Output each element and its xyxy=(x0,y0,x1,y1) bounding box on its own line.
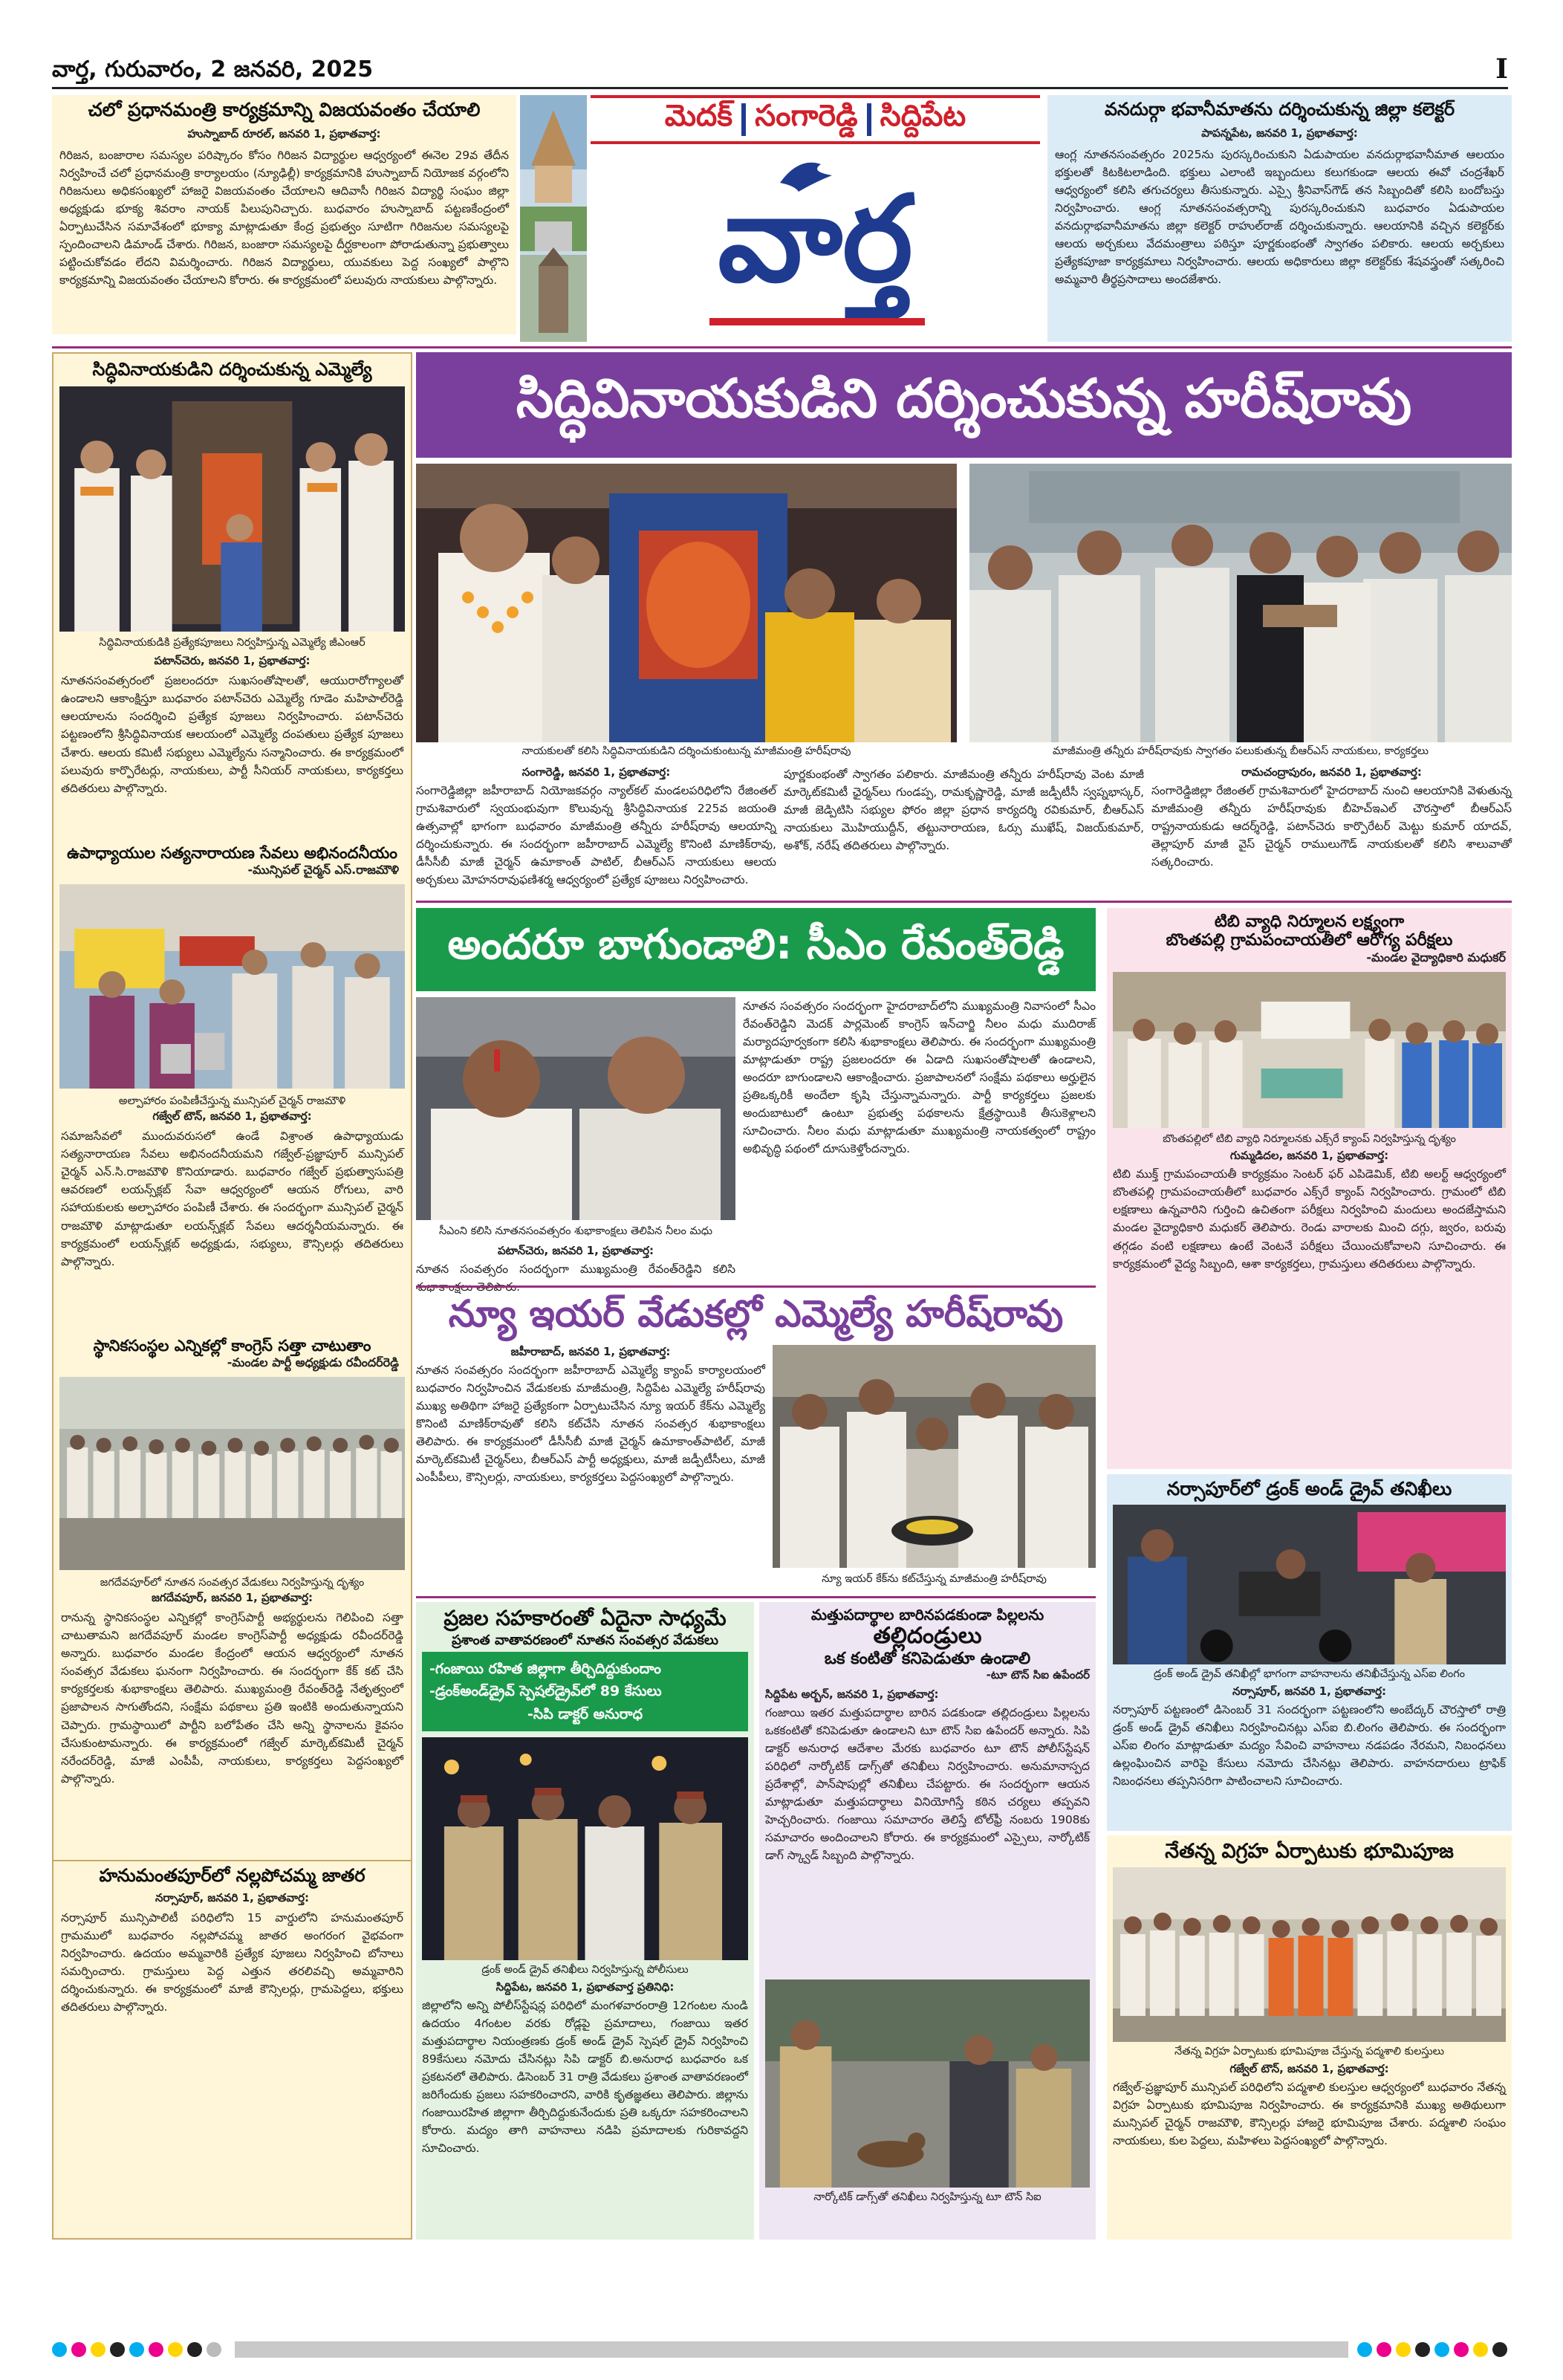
cm-photo xyxy=(416,997,735,1220)
harish-newyear-body: నూతన సంవత్సరం సందర్భంగా జహీరాబాద్ ఎమ్మెల్యే క్యాంప్ కార్యాలయంలో బుధవారం నిర్వహించిన వేడుకలకు మాజీమంత్రి, సిద్దిపేట ఎమ్మెల్యే హరీష్‌రావు ముఖ్య అతిథిగా హాజరై ప్రత్యేకంగా ఏర్పాటుచేసిన న్యూ ఇయర్ కేక్‌ను ఎమ్మెల్యే కొనింటి మాణిక్‌రావుతో కలిసి కట్‌చేసి నూతన సంవత్సర శుభాకాంక్షలు తెలిపారు. ఈ కార్యక్రమంలో డీసీసీబీ మాజీ చైర్మన్ ఉమాకాంత్‌పాటిల్, మాజీ మార్కెట్‌కమిటీ చైర్మన్‌లు, బీఆర్ఎస్ పార్టీ అధ్యక్షులు, మాజీ జడ్పీటీసీలు, మాజీ ఎంపీపీలు, కౌన్సిలర్లు, నాయకులు, కార్యకర్తలు పెద్దసంఖ్యలో పాల్గొన్నారు. xyxy=(416,1364,765,1485)
left-story1-dateline: పటాన్‌చెరు, జనవరి 1, ప్రభాతవార్త: xyxy=(154,654,311,668)
praja-subhead: ప్రశాంత వాతావరణంలో నూతన సంవత్సర వేడుకలు xyxy=(452,1632,718,1649)
color-bar-right xyxy=(1357,2342,1512,2357)
drugs-dateline: సిద్దిపేట అర్బన్, జనవరి 1, ప్రభాతవార్త: xyxy=(765,1687,939,1701)
tb-story xyxy=(1107,908,1512,1469)
cm-caption: సీఎంని కలిసి నూతనసంవత్సరం శుభాకాంక్షలు తెలిపిన నీలం మధు xyxy=(438,1225,713,1237)
district-separator xyxy=(741,103,746,136)
header-bar xyxy=(52,52,1508,89)
praja-story xyxy=(416,1602,754,2240)
left-story3-photo xyxy=(59,1377,405,1570)
left-story3-headline: స్థానికసంస్థల ఎన్నికల్లో కాంగ్రెస్ సత్తా చాటుతాం xyxy=(93,1337,371,1355)
color-bar-left xyxy=(52,2342,226,2357)
district-strip xyxy=(591,95,1040,144)
cm-dateline: పటాన్‌చెరు, జనవరి 1, ప్రభాతవార్త: xyxy=(497,1244,654,1257)
tb-headline-1: టిబి వ్యాధి నిర్మూలన లక్ష్యంగా xyxy=(1214,912,1405,931)
cm-headline: అందరూ బాగుండాలి: సీఎం రేవంత్‌రెడ్డి xyxy=(447,920,1065,969)
drunk-story xyxy=(1107,1474,1512,1831)
page-number: I xyxy=(1495,53,1508,85)
praja-dateline: సిద్దిపేట, జనవరి 1, ప్రభాతవార్త ప్రతినిధి: xyxy=(495,1979,675,1994)
drugs-story xyxy=(759,1602,1096,2240)
divider xyxy=(416,901,1512,903)
left-story2-caption: అల్పాహారం పంపిణీచేస్తున్న మున్సిపల్ చైర్మన్ రాజమౌళి xyxy=(118,1095,346,1107)
cm-headline-banner xyxy=(416,908,1096,991)
praja-point: -గంజాయి రహిత జిల్లాగా తీర్చిదిద్దుకుందాం xyxy=(429,1660,661,1677)
left-story2-dateline: గజ్వేల్ టౌన్, జనవరి 1, ప్రభాతవార్త: xyxy=(152,1109,312,1123)
drugs-caption: నార్కోటిక్ డాగ్స్‌తో తనిఖీలు నిర్వహిస్తున్న టూ టౌన్ సిఐ xyxy=(813,2191,1042,2203)
harish-newyear-photo xyxy=(773,1345,1096,1568)
cm-body-left: నూతన సంవత్సరం సందర్భంగా ముఖ్యమంత్రి రేవంత్‌రెడ్డిని కలిసి xyxy=(416,1262,735,1276)
top-right-body: ఆంగ్ల నూతనసంవత్సరం 2025ను పురస్కరించుకుని ఏడుపాయల వనదుర్గాభవానీమాత ఆలయం భక్తులతో కిటకిటలాడింది. భక్తులు ఎలాంటి ఇబ్బందులు కలుగకుండా ఆలయ ఈవో చంద్రశేఖర్ ఆధ్వర్యంలో కలిసి తగుచర్యలు తీసుకున్నారు. ఎస్సై శ్రీనివాస్‌గౌడ్ తన సిబ్బందితో కలిసి బందోబస్తు నిర్వహించారు. ఆంగ్ల నూతనసంవత్సరాన్ని పురస్కరించుకుని బుధవారం ఏడుపాయల వనదుర్గాభవానీమాతను జిల్లా కలెక్టర్ రాహుల్‌రాజ్ దర్శించుకున్నారు. ఆలయానికి వచ్చిన కలెక్టర్‌కు ఆలయ అర్చకులు వేదమంత్రాలు పఠిస్తూ పూర్ణకుంభంతో స్వాగతం పలికారు. ఆలయ అర్చకులు ప్రత్యేకపూజా కార్యక్రమాలు నిర్వహించారు. ఆలయ అధికారులు జిల్లా కలెక్టర్‌కు శేషవస్త్రంతో సత్కరించి అమ్మవారి తీర్థప్రసాదాలు అందజేశారు. xyxy=(1055,147,1504,286)
top-left-story xyxy=(52,95,516,334)
left-story1-headline: సిద్ధివినాయకుడిని దర్శించుకున్న ఎమ్మెల్యే xyxy=(92,359,372,380)
logo-block xyxy=(520,95,1040,342)
left-story4-body: నర్సాపూర్ మున్సిపాలిటీ పరిధిలోని 15 వార్డులోని హనుమంతపూర్ గ్రామములో బుధవారం నల్లపోచమ్మ జాతర అంగరంగ వైభవంగా నిర్వహించారు. ఉదయం అమ్మవారికి ప్రత్యేక పూజలు నిర్వహించి బోనాలు సమర్పించారు. గ్రామస్తులు పెద్ద ఎత్తున తరలివచ్చి అమ్మవారిని దర్శించుకున్నారు. ఈ కార్యక్రమంలో మాజీ కౌన్సిలర్లు, గ్రామపెద్దలు, భక్తులు తదితరులు పాల్గొన్నారు. xyxy=(61,1911,403,2014)
tb-byline: -మండల వైద్యాధికారి మధుకర్ xyxy=(1366,950,1506,964)
praja-points-box xyxy=(422,1652,748,1731)
district-medak: మెదక్ xyxy=(664,99,733,133)
logo-text: వార్త xyxy=(718,169,913,308)
harish-newyear-headline: న్యూ ఇయర్ వేడుకల్లో ఎమ్మెల్యే హరీష్‌రావు xyxy=(448,1292,1064,1335)
left-story4-dateline: నర్సాపూర్, జనవరి 1, ప్రభాతవార్త: xyxy=(155,1891,310,1904)
main-col3-dateline: రామచంద్రాపురం, జనవరి 1, ప్రభాతవార్త: xyxy=(1241,765,1422,779)
masthead-date: వార్త, గురువారం, 2 జనవరి, 2025 xyxy=(52,56,374,82)
tb-body: టిబి ముక్త్ గ్రామపంచాయతీ కార్యక్రమం సెంటర్ ఫర్ ఎపిడెమిక్, టిబి అలర్ట్ ఆధ్వర్యంలో బొంతపల్లి గ్రామపంచాయతీలో బుధవారం ఎక్స్‌రే క్యాంప్ నిర్వహించారు. గ్రామంలో టిబి లక్షణాలు ఉన్నవారిని గుర్తించి ఉచితంగా పరీక్షలు నిర్వహించి మందులు అందజేస్తామని మండల వైద్యాధికారి మధుకర్ తెలిపారు. రెండు వారాలకు మించి దగ్గు, జ్వరం, బరువు తగ్గడం వంటి లక్షణాలు ఉంటే వెంటనే పరీక్షలు చేయించుకోవాలని సూచించారు. ఈ కార్యక్రమంలో వైద్య సిబ్బంది, ఆశా కార్యకర్తలు, గ్రామస్తులు తదితరులు పాల్గొన్నారు. xyxy=(1113,1167,1506,1271)
main-col1: సంగారెడ్డిజిల్లా జహీరాబాద్ నియోజకవర్గం న్యాల్‌కల్ మండలపరిధిలోని రేజింతల్ గ్రామశివారులో స్వయంభువుగా కొలువున్న శ్రీసిద్ధివినాయక 225వ జయంతి ఉత్సవాల్లో భాగంగా బుధవారం మాజీమంత్రి తన్నీరు హరీష్‌రావు ఆలయాన్ని దర్శించుకున్నారు. ఈ సందర్భంగా జహీరాబాద్ ఎమ్మెల్యే కొనింటి మాణిక్‌రావు, డీసీసీబీ మాజీ చైర్మన్ ఉమాకాంత్ పాటిల్, బీఆర్ఎస్ నాయకులు ఆలయ అర్చకులు మోహనరావుఫణిశర్మ ఆధ్వర్యంలో ప్రత్యేక పూజలు నిర్వహించారు. xyxy=(416,784,776,887)
harish-newyear-caption: న్యూ ఇయర్ కేక్‌ను కట్‌చేస్తున్న మాజీమంత్రి హరీష్‌రావు xyxy=(822,1573,1047,1585)
left-story2-byline: -మున్సిపల్ చైర్మన్ ఎస్.రాజమౌళి xyxy=(247,862,399,877)
divider xyxy=(416,1596,1096,1598)
cm-body: నూతన సంవత్సరం సందర్భంగా హైదరాబాద్‌లోని ముఖ్యమంత్రి నివాసంలో సీఎం రేవంత్‌రెడ్డిని మెదక్ పార్లమెంట్ కాంగ్రెస్ ఇన్‌చార్జి నీలం మధు ముదిరాజ్ మర్యాదపూర్వకంగా కలిసి శుభాకాంక్షలు తెలిపారు. ఈ సందర్భంగా ముఖ్యమంత్రి మాట్లాడుతూ రాష్ట్ర ప్రజలందరూ ఈ ఏడాది సుఖసంతోషాలతో ఉండాలని, అందరూ బాగుండాలని ఆకాంక్షించారు. ప్రజాపాలనలో సంక్షేమ పథకాలు అర్హులైన ప్రతిఒక్కరికీ అందేలా కృషి చేస్తున్నామన్నారు. పార్టీ కార్యకర్తలు ప్రజలకు అందుబాటులో ఉంటూ ప్రభుత్వ పథకాలను క్షేత్రస్థాయికి తీసుకెళ్లాలని సూచించారు. నీలం మధు మాట్లాడుతూ ముఖ్యమంత్రి నాయకత్వంలో రాష్ట్రం అభివృద్ధి పథంలో దూసుకెళ్తోందన్నారు. xyxy=(743,999,1096,1156)
drugs-byline: -టూ టౌన్ సిఐ ఉపేందర్ xyxy=(986,1667,1090,1682)
left-story2-photo xyxy=(59,884,405,1089)
praja-point: -సిపి డాక్టర్ అనురాధ xyxy=(527,1705,643,1722)
neta-caption: నేతన్న విగ్రహ ఏర్పాటుకు భూమిపూజ చేస్తున్న పద్మశాలి కులస్తులు xyxy=(1174,2046,1444,2058)
left-story2-body: సమాజసేవలో ముందువరుసలో ఉండే విశ్రాంత ఉపాధ్యాయుడు సత్యనారాయణ సేవలు అభినందనీయమని గజ్వేల్-ప్రజ్ఞాపూర్ మున్సిపల్ చైర్మన్ ఎన్.సి.రాజమౌళి కొనియాడారు. బుధవారం గజ్వేల్ ప్రభుత్వాసుపత్రి ఆవరణలో లయన్స్‌క్లబ్ సేవా ఆధ్వర్యంలో ఆయన రోగులు, వారి సహాయకులకు అల్పాహారం పంపిణీ చేశారు. ఈ సందర్భంగా మున్సిపల్ చైర్మన్ రాజమౌళి మాట్లాడుతూ లయన్స్‌క్లబ్ సేవలు ఆదర్శనీయమన్నారు. ఈ కార్యక్రమంలో లయన్స్‌క్లబ్ అధ్యక్షుడు, సభ్యులు, కౌన్సిలర్లు తదితరులు పాల్గొన్నారు. xyxy=(61,1129,403,1268)
drunk-dateline: నర్సాపూర్, జనవరి 1, ప్రభాతవార్త: xyxy=(1232,1684,1387,1698)
drugs-headline-2: తల్లిదండ్రులు xyxy=(873,1623,982,1649)
tb-headline-2: బొంతపల్లి గ్రామపంచాయతీలో ఆరోగ్య పరీక్షలు xyxy=(1166,931,1453,950)
neta-headline: నేతన్న విగ్రహ ఏర్పాటుకు భూమిపూజ xyxy=(1165,1840,1454,1863)
praja-point: -డ్రంక్అండ్‌డ్రైవ్ స్పెషల్‌డ్రైవ్‌లో 89 కేసులు xyxy=(429,1683,662,1700)
gray-bar xyxy=(235,2341,1348,2358)
left-story1-body: నూతనసంవత్సరంలో ప్రజలందరూ సుఖసంతోషాలతో, ఆయురారోగ్యాలతో ఉండాలని ఆకాంక్షిస్తూ బుధవారం పటాన్‌చెరు ఎమ్మెల్యే గూడెం మహిపాల్‌రెడ్డి ఆలయాలను సందర్శించి ప్రత్యేక పూజలు నిర్వహించారు. పటాన్‌చెరు పట్టణంలోని శ్రీసిద్ధివినాయక ఆలయంలో ఎమ్మెల్యే దంపతులు ప్రత్యేక పూజలు చేశారు. ఆలయ కమిటీ సభ్యులు ఎమ్మెల్యేను సన్మానించారు. ఈ కార్యక్రమంలో పలువురు కార్పొరేటర్లు, నాయకులు, పార్టీ సీనియర్ నాయకులు, కార్యకర్తలు తదితరులు పాల్గొన్నారు. xyxy=(61,674,403,795)
drugs-headline-3: ఒక కంటితో కనిపెడుతూ ఉండాలి xyxy=(824,1649,1031,1668)
left-story1-caption: సిద్ధివినాయకుడికి ప్రత్యేకపూజలు నిర్వహిస్తున్న ఎమ్మెల్యే జీఎంఆర్ xyxy=(99,636,365,649)
harish-newyear-dateline: జహీరాబాద్, జనవరి 1, ప్రభాతవార్త: xyxy=(510,1345,671,1358)
tb-caption: బొంతపల్లిలో టిబి వ్యాధి నిర్మూలనకు ఎక్స్‌రే క్యాంప్ నిర్వహిస్తున్న దృశ్యం xyxy=(1163,1132,1456,1145)
registration-strip xyxy=(52,2341,1512,2358)
tb-photo xyxy=(1113,972,1506,1128)
top-left-headline: చలో ప్రధానమంత్రి కార్యక్రమాన్ని విజయవంతం చేయాలి xyxy=(88,99,481,120)
logo-temple-photo xyxy=(520,95,587,342)
praja-headline: ప్రజల సహకారంతో ఏదైనా సాధ్యమే xyxy=(443,1606,727,1630)
top-right-story xyxy=(1047,95,1512,342)
district-siddipet: సిద్దిపేట xyxy=(880,99,966,133)
main-col2: పూర్ణకుంభంతో స్వాగతం పలికారు. మాజీమంత్రి తన్నీరు హరీష్‌రావు వెంట మాజీ మార్కెట్‌కమిటీ ఛైర్మన్‌లు గుండప్ప, రామకృష్ణారెడ్డి, మాజీ జడ్పీటీసీ స్వప్నభాస్కర్, మాజీ జెడ్పిటిసి సభ్యుల ఫోరం జిల్లా ప్రధాన కార్యదర్శి రవికుమార్, బీఆర్ఎస్ నాయకులు మొహియుద్దీన్, తట్టునారాయణ, ఓర్సు ముఖేష్, విజయ్‌కుమార్, అశోక్, నరేష్ తదితరులు పాల్గొన్నారు. xyxy=(784,768,1144,853)
top-right-dateline: పాపన్నపేట, జనవరి 1, ప్రభాతవార్త: xyxy=(1201,126,1358,140)
left-story4-headline: హనుమంతపూర్‌లో నల్లపోచమ్మ జాతర xyxy=(53,1860,411,1891)
divider xyxy=(416,1285,1096,1288)
left-story3-byline: -మండల పార్టీ అధ్యక్షుడు రవీందర్‌రెడ్డి xyxy=(227,1355,399,1369)
neta-dateline: గజ్వేల్ టౌన్, జనవరి 1, ప్రభాతవార్త: xyxy=(1229,2061,1389,2075)
praja-photo xyxy=(422,1737,748,1960)
praja-caption: డ్రంక్ అండ్ డ్రైవ్ తనిఖీలు నిర్వహిస్తున్న పోలీసులు xyxy=(481,1964,689,1977)
main-photo-2 xyxy=(969,464,1512,742)
main-dateline: సంగారెడ్డి, జనవరి 1, ప్రభాతవార్త: xyxy=(521,765,671,779)
drunk-headline: నర్సాపూర్‌లో డ్రంక్ అండ్ డ్రైవ్ తనిఖీలు xyxy=(1166,1478,1452,1499)
praja-body: జిల్లాలోని అన్ని పోలీస్‌స్టేషన్ల పరిధిలో మంగళవారంరాత్రి 12గంటల నుండి ఉదయం 4గంటల వరకు రోడ్లపై ప్రమాదాలు, గంజాయి ఇతర మత్తుపదార్థాల నియంత్రణకు డ్రంక్ అండ్ డ్రైవ్ స్పెషల్ డ్రైవ్ నిర్వహించి 89కేసులు నమోదు చేసినట్లు సిపి డాక్టర్ బి.అనురాధ బుధవారం ఒక ప్రకటనలో తెలిపారు. డిసెంబర్ 31 రాత్రి వేడుకలు ప్రశాంత వాతావరణంలో జరిగేందుకు ప్రజలు సహకరించారని, వారికి కృతజ్ఞతలు తెలిపారు. జిల్లాను గంజాయిరహిత జిల్లాగా తీర్చిదిద్దుకునేందుకు ప్రతి ఒక్కరూ సహకరించాలని కోరారు. మద్యం తాగి వాహనాలు నడిపి ప్రమాదాలకు గురికావద్దని సూచించారు. xyxy=(422,1998,748,2156)
top-right-headline: వనదుర్గా భవానీమాతను దర్శించుకున్న జిల్లా కలెక్టర్ xyxy=(1104,99,1455,120)
main-headline: సిద్ధివినాయకుడిని దర్శించుకున్న హరీష్‌రావు xyxy=(516,367,1412,429)
drunk-body: నర్సాపూర్ పట్టణంలో డిసెంబర్ 31 సందర్భంగా పట్టణంలోని అంబేద్కర్ చౌరస్తాలో రాత్రి డ్రంక్ అండ్ డ్రైవ్ తనిఖీలు నిర్వహించినట్లు ఎస్ఐ బి.లింగం తెలిపారు. ఈ సందర్భంగా ఎస్ఐ లింగం మాట్లాడుతూ మద్యం సేవించి వాహనాలు నడపడం నేరమని, నిబంధనలు ఉల్లంఘించిన వారిపై కేసులు నమోదు చేసినట్లు తెలిపారు. వాహనదారులు ట్రాఫిక్ నిబంధనలు తప్పనిసరిగా పాటించాలని సూచించారు. xyxy=(1113,1702,1506,1788)
drunk-photo xyxy=(1113,1505,1506,1664)
neta-photo xyxy=(1113,1867,1506,2042)
left-story2-headline: ఉపాధ్యాయుల సత్యనారాయణ సేవలు అభినందనీయం xyxy=(67,844,397,863)
district-separator xyxy=(867,103,871,136)
left-story3-dateline: జగదేవపూర్, జనవరి 1, ప్రభాతవార్త: xyxy=(151,1591,313,1605)
left-column xyxy=(52,352,412,2240)
drugs-photo xyxy=(765,1979,1090,2188)
logo-underline xyxy=(709,318,925,325)
drunk-caption: డ్రంక్ అండ్ డ్రైవ్ తనిఖీల్లో భాగంగా వాహనాలను తనిఖీచేస్తున్న ఎస్ఐ లింగం xyxy=(1153,1667,1466,1680)
main-headline-banner xyxy=(416,352,1512,458)
top-left-dateline: హుస్నాబాద్ రూరల్, జనవరి 1, ప్రభాతవార్త: xyxy=(187,126,381,140)
left-story3-caption: జగదేవపూర్‌లో నూతన సంవత్సర వేడుకలు నిర్వహిస్తున్న దృశ్యం xyxy=(100,1576,365,1589)
vaartha-logo xyxy=(591,149,1040,342)
left-story3-body: రానున్న స్థానికసంస్థల ఎన్నికల్లో కాంగ్రెస్‌పార్టీ అభ్యర్థులను గెలిపించి సత్తా చాటుతామని జగదేవపూర్ మండల కాంగ్రెస్‌పార్టీ అధ్యక్షుడు రవీందర్‌రెడ్డి అన్నారు. బుధవారం మండల కేంద్రంలో ఆయన ఆధ్వర్యంలో నూతన సంవత్సర వేడుకలు ఘనంగా నిర్వహించారు. ఈ సందర్భంగా కేక్ కట్ చేసి కార్యకర్తలకు శుభాకాంక్షలు తెలిపారు. ముఖ్యమంత్రి రేవంత్‌రెడ్డి నేతృత్వంలో ప్రజాపాలన సాగుతోందని, సంక్షేమ పథకాలు ప్రతి ఇంటికి అందుతున్నాయని చెప్పారు. గ్రామస్థాయిలో పార్టీని బలోపేతం చేసి అన్ని స్థానాలను కైవసం చేసుకుంటామన్నారు. ఈ కార్యక్రమంలో గజ్వేల్ మార్కెట్‌కమిటీ చైర్మన్ నరేందర్‌రెడ్డి, మాజీ ఎంపీపీ, నాయకులు, కార్యకర్తలు పెద్దసంఖ్యలో పాల్గొన్నారు. xyxy=(61,1611,403,1786)
left-story1-photo xyxy=(59,386,405,632)
neta-story xyxy=(1107,1835,1512,2240)
neta-body: గజ్వేల్-ప్రజ్ఞాపూర్ మున్సిపల్ పరిధిలోని పద్మశాలి కులస్తుల ఆధ్వర్యంలో బుధవారం నేతన్న విగ్రహ ఏర్పాటుకు భూమిపూజ నిర్వహించారు. ఈ కార్యక్రమానికి ముఖ్య అతిథులుగా మున్సిపల్ చైర్మన్ రాజమౌళి, కౌన్సిలర్లు హాజరై భూమిపూజ చేశారు. పద్మశాలి సంఘం నాయకులు, కుల పెద్దలు, మహిళలు పెద్దసంఖ్యలో పాల్గొన్నారు. xyxy=(1113,2080,1506,2147)
top-left-body: గిరిజన, బంజారాల సమస్యల పరిష్కారం కోసం గిరిజన విద్యార్థుల ఆధ్వర్యంలో ఈనెల 29వ తేదీన నిర్వహించే చలో ప్రధానమంత్రి కార్యాలయం (న్యూఢిల్లీ) కార్యక్రమానికి హుస్నాబాద్ నియోజక వర్గంలోని గిరిజనులు అధికసంఖ్యలో హాజరై విజయవంతం చేయాలని ఆదివాసీ గిరిజన విద్యార్థి సంఘం జిల్లా అధ్యక్షుడు భూక్య శివరాం నాయక్ పిలుపునిచ్చారు. బుధవారం హుస్నాబాద్ పట్టణకేంద్రంలో ఏర్పాటుచేసిన సమావేశంలో భూక్యా మాట్లాడుతూ కేంద్ర ప్రభుత్వం సూటిగా గిరిజనుల సమస్యలపై స్పందించాలని డిమాండ్ చేశారు. గిరిజన, బంజారా సమస్యలపై దీర్ఘకాలంగా పోరాడుతున్నా ప్రభుత్వాలు పట్టించుకోవడం లేదని విమర్శించారు. గిరిజన విద్యార్థులు, యువకులు పెద్ద సంఖ్యలో పాల్గొని కార్యక్రమాన్ని విజయవంతం చేయాలని కోరారు. ఈ కార్యక్రమంలో పలువురు నాయకులు పాల్గొన్నారు. xyxy=(59,148,509,287)
main-photo-1-caption: నాయకులతో కలిసి సిద్ధివినాయకుడిని దర్శించుకుంటున్న మాజీమంత్రి హరీష్‌రావు xyxy=(521,745,851,757)
divider xyxy=(52,346,1512,348)
drugs-headline-1: మత్తుపదార్థాల బారినపడకుండా పిల్లలను xyxy=(810,1606,1044,1624)
main-photo-2-caption: మాజీమంత్రి తన్నీరు హరీష్‌రావుకు స్వాగతం పలుకుతున్న బీఆర్ఎస్ నాయకులు, కార్యకర్తలు xyxy=(1053,745,1429,757)
main-body xyxy=(416,765,1512,899)
tb-dateline: గుమ్మడిదల, జనవరి 1, ప్రభాతవార్త: xyxy=(1229,1149,1389,1163)
main-col3: సంగారెడ్డిజిల్లా రేజింతల్ గ్రామశివారులో హైదరాబాద్ నుంచి ఆలయానికి వెళుతున్న మాజీమంత్రి తన్నీరు హరీష్‌రావుకు బీహెచ్ఇఎల్ చౌరస్తాలో బీఆర్ఎస్ రాష్ట్రనాయకుడు ఆదర్శ్‌రెడ్డి, పటాన్‌చెరు కార్పొరేటర్ మెట్టు కుమార్ యాదవ్, తెల్లాపూర్ మాజీ వైస్ చైర్మన్ రాములుగౌడ్ నాయకులతో కలిసి శాలువాతో సత్కరించారు. xyxy=(1151,784,1512,869)
main-photo-1 xyxy=(416,464,957,742)
drugs-body: గంజాయి ఇతర మత్తుపదార్థాల బారిన పడకుండా తల్లిదండ్రులు పిల్లలను ఒకకంటితో కనిపెడుతూ ఉండాలని టూ టౌన్ సిఐ ఉపేందర్ అన్నారు. సిపి డాక్టర్ అనురాధ ఆదేశాల మేరకు బుధవారం టూ టౌన్ పోలీస్‌స్టేషన్ పరిధిలో నార్కోటిక్ డాగ్స్‌తో తనిఖీలు నిర్వహించారు. అనుమానాస్పద ప్రదేశాల్లో, పాన్‌షాపుల్లో తనిఖీలు చేపట్టారు. ఈ సందర్భంగా ఆయన మాట్లాడుతూ మత్తుపదార్థాలు వినియోగిస్తే కఠిన చర్యలు తప్పవని హెచ్చరించారు. గంజాయి సమాచారం తెలిస్తే టోల్‌ఫ్రీ నంబరు 1908కు సమాచారం అందించాలని కోరారు. ఈ కార్యక్రమంలో ఎస్సైలు, నార్కోటిక్ డాగ్ స్క్వాడ్ సిబ్బంది పాల్గొన్నారు. xyxy=(765,1705,1090,1862)
district-sangareddy: సంగారెడ్డి xyxy=(755,99,858,133)
